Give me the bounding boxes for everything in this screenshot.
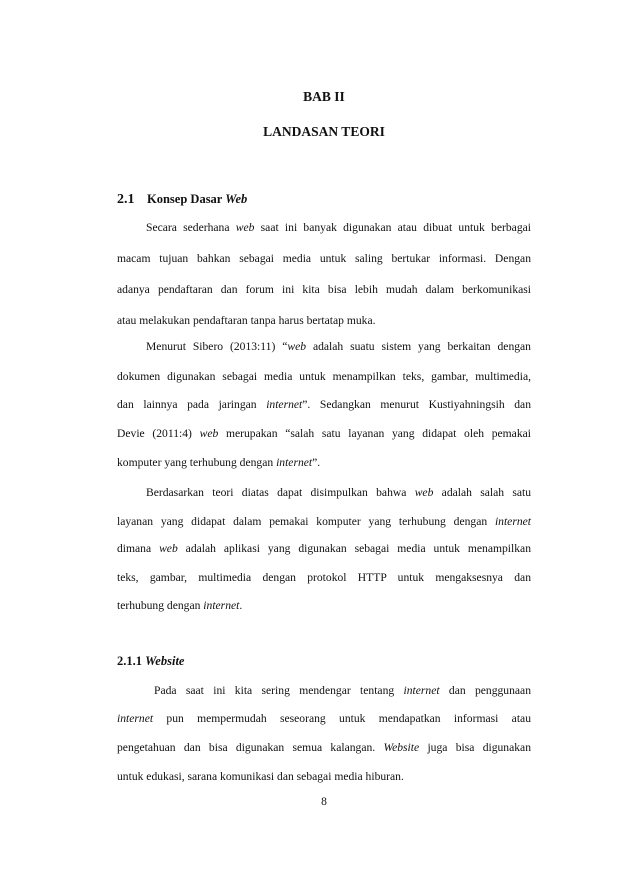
section-title-em: Web — [225, 192, 248, 206]
p2-line-3: dan lainnya pada jaringan internet”. Sedangkan menurut Kustiyahningsih dan — [117, 398, 531, 411]
p3-line-1: Berdasarkan teori diatas dapat disimpulkan bahwa web adalah salah satu — [146, 486, 532, 499]
p2-line-5: komputer yang terhubung dengan internet”. — [117, 456, 321, 469]
p4-line-3: pengetahuan dan bisa digunakan semua kalangan. Website juga bisa digunakan — [117, 741, 531, 754]
p3-line-5: terhubung dengan internet. — [117, 599, 243, 612]
p1-line-3: adanya pendaftaran dan forum ini kita bisa lebih mudah dalam berkomunikasi — [117, 283, 531, 296]
section-number: 2.1 — [117, 192, 135, 207]
section-title-text: Konsep Dasar — [147, 192, 226, 206]
chapter-label: BAB II — [303, 89, 345, 104]
p3-line-3: dimana web adalah aplikasi yang digunakan sebagai media untuk menampilkan — [117, 542, 531, 555]
page-number: 8 — [321, 795, 327, 808]
p2-line-2: dokumen digunakan sebagai media untuk menampilkan teks, gambar, multimedia, — [117, 370, 531, 383]
p1-line-4: atau melakukan pendaftaran tanpa harus bertatap muka. — [117, 314, 376, 327]
p2-line-4: Devie (2011:4) web merupakan “salah satu layanan yang didapat oleh pemakai — [117, 427, 531, 440]
p3-line-4: teks, gambar, multimedia dengan protokol HTTP untuk mengaksesnya dan — [117, 571, 531, 584]
subsection-number: 2.1.1 — [117, 654, 146, 668]
p1-line-1: Secara sederhana web saat ini banyak digunakan atau dibuat untuk berbagai — [146, 221, 531, 234]
section-heading-2-1 — [117, 192, 247, 208]
subsection-title-em: Website — [145, 654, 185, 668]
chapter-title: LANDASAN TEORI — [263, 124, 385, 139]
p3-line-2: layanan yang didapat dalam pemakai komputer yang terhubung dengan internet — [117, 515, 531, 528]
section-heading-2-1-1 — [117, 654, 184, 669]
p4-line-4: untuk edukasi, sarana komunikasi dan sebagai media hiburan. — [117, 770, 404, 783]
p4-line-2: internet pun mempermudah seseorang untuk mendapatkan informasi atau — [117, 712, 531, 725]
p1-line-2: macam tujuan bahkan sebagai media untuk saling bertukar informasi. Dengan — [117, 252, 531, 265]
p2-line-1: Menurut Sibero (2013:11) “web adalah suatu sistem yang berkaitan dengan — [146, 340, 531, 353]
p4-line-1: Pada saat ini kita sering mendengar tentang internet dan penggunaan — [154, 684, 531, 697]
